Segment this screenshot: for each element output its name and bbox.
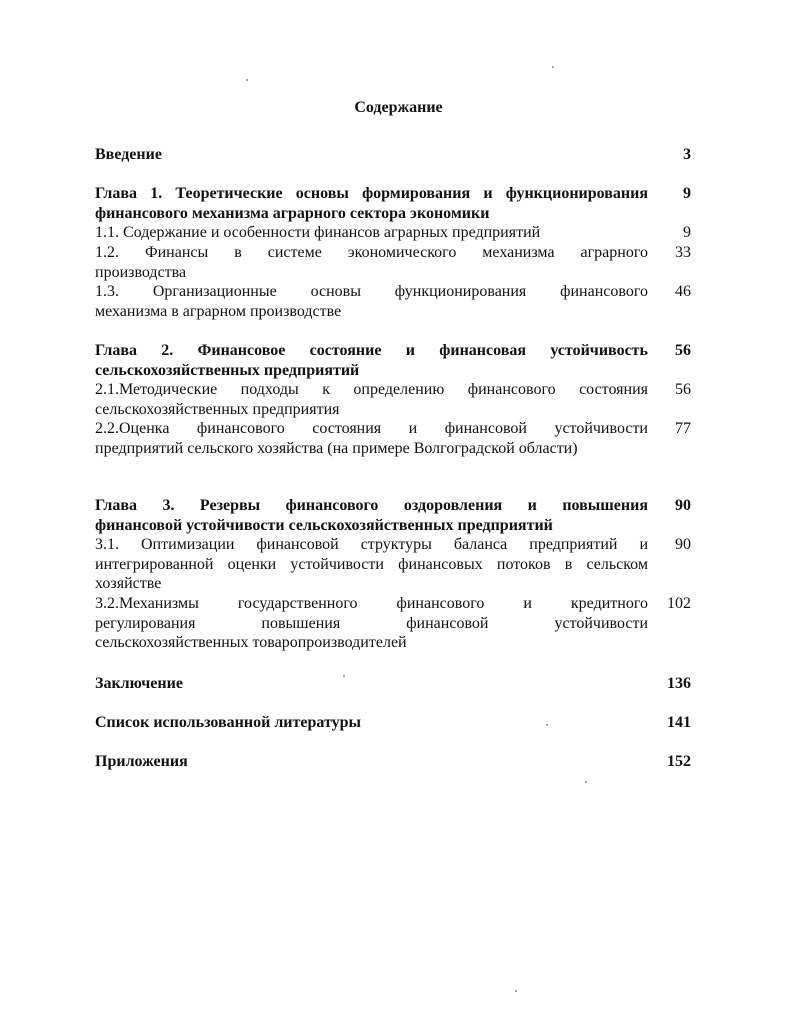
toc-entry-page: 141 bbox=[667, 714, 691, 731]
toc-entry-line: сельскохозяйственных товаропроизводителей bbox=[95, 634, 407, 651]
toc-entry-page: 33 bbox=[675, 244, 691, 261]
toc-entry-page: 9 bbox=[683, 185, 691, 202]
toc-entry-title: Приложения bbox=[95, 753, 188, 770]
toc-entry-section-2-1 bbox=[95, 380, 691, 419]
toc-entry-page: 56 bbox=[675, 381, 691, 398]
toc-entry-line: сельскохозяйственных предприятий bbox=[95, 361, 360, 379]
toc-entry-line: регулирования повышения финансовой устойчивости bbox=[95, 614, 648, 632]
toc-entry-page: 90 bbox=[675, 497, 691, 514]
toc-entry-line: предприятий сельского хозяйства (на примере Волгоградской области) bbox=[95, 439, 578, 457]
toc-entry-line: Глава 1. Теоретические основы формирования и функционирования bbox=[95, 185, 648, 202]
toc-entry-page: 90 bbox=[675, 536, 691, 553]
toc-entry-page: 136 bbox=[667, 675, 691, 692]
toc-entry-line: 1.3. Организационные основы функционирования финансового bbox=[95, 283, 648, 300]
toc-entry-line: производства bbox=[95, 263, 187, 281]
page-title: Содержание bbox=[354, 99, 443, 116]
toc-entry-line: механизма в аграрном производстве bbox=[95, 302, 342, 320]
toc-entry-line: 3.2.Механизмы государственного финансового и кредитного bbox=[95, 595, 648, 612]
toc-entry-line: 1.2. Финансы в системе экономического механизма аграрного bbox=[95, 244, 648, 261]
scan-speck bbox=[246, 79, 248, 81]
toc-entry-conclusion bbox=[95, 674, 691, 694]
toc-entry-line: финансовой устойчивости сельскохозяйственных предприятий bbox=[95, 516, 553, 534]
toc-entry-page: 77 bbox=[675, 420, 691, 437]
toc-entry-page: 3 bbox=[683, 146, 691, 163]
toc-entry-line: интегрированной оценки устойчивости финансовых потоков в сельском bbox=[95, 555, 648, 573]
toc-entry-appendices bbox=[95, 752, 691, 772]
toc-entry-section-1-3 bbox=[95, 282, 691, 321]
toc-entry-bibliography bbox=[95, 713, 691, 733]
toc-entry-page: 56 bbox=[675, 342, 691, 359]
toc-entry-line: финансового механизма аграрного сектора экономики bbox=[95, 204, 490, 222]
toc-entry-section-1-1 bbox=[95, 223, 691, 243]
scan-speck bbox=[552, 66, 554, 68]
toc-entry-line: 3.1. Оптимизации финансовой структуры баланса предприятий и bbox=[95, 536, 648, 553]
toc-entry-chapter-2 bbox=[95, 341, 691, 380]
scan-speck bbox=[585, 781, 587, 783]
toc-entry-title: Список использованной литературы bbox=[95, 714, 361, 731]
toc-entry-line: Глава 3. Резервы финансового оздоровления и повышения bbox=[95, 497, 648, 514]
toc-entry-chapter-3 bbox=[95, 496, 691, 535]
toc-entry-page: 152 bbox=[667, 753, 691, 770]
toc-entry-section-3-2 bbox=[95, 594, 691, 653]
scan-speck bbox=[546, 724, 548, 726]
toc-entry-chapter-1 bbox=[95, 184, 691, 223]
toc-entry-introduction bbox=[95, 145, 691, 165]
toc-entry-page: 102 bbox=[667, 595, 691, 612]
toc-entry-line: 2.2.Оценка финансового состояния и финансовой устойчивости bbox=[95, 420, 648, 437]
toc-entry-title: Заключение bbox=[95, 675, 183, 692]
toc-entry-page: 9 bbox=[683, 224, 691, 241]
toc-entry-section-1-2 bbox=[95, 243, 691, 282]
toc-entry-line: сельскохозяйственных предприятия bbox=[95, 400, 340, 418]
toc-entry-line: Глава 2. Финансовое состояние и финансовая устойчивость bbox=[95, 342, 648, 359]
toc-entry-line: хозяйстве bbox=[95, 575, 162, 592]
scan-speck bbox=[515, 990, 517, 992]
toc-entry-section-3-1 bbox=[95, 535, 691, 594]
toc-entry-line: 1.1. Содержание и особенности финансов аграрных предприятий bbox=[95, 224, 541, 241]
scan-speck bbox=[343, 675, 345, 677]
toc-entry-line: 2.1.Методические подходы к определению финансового состояния bbox=[95, 381, 648, 398]
toc-entry-page: 46 bbox=[675, 283, 691, 300]
toc-entry-section-2-2 bbox=[95, 419, 691, 458]
toc-entry-title: Введение bbox=[95, 146, 162, 163]
